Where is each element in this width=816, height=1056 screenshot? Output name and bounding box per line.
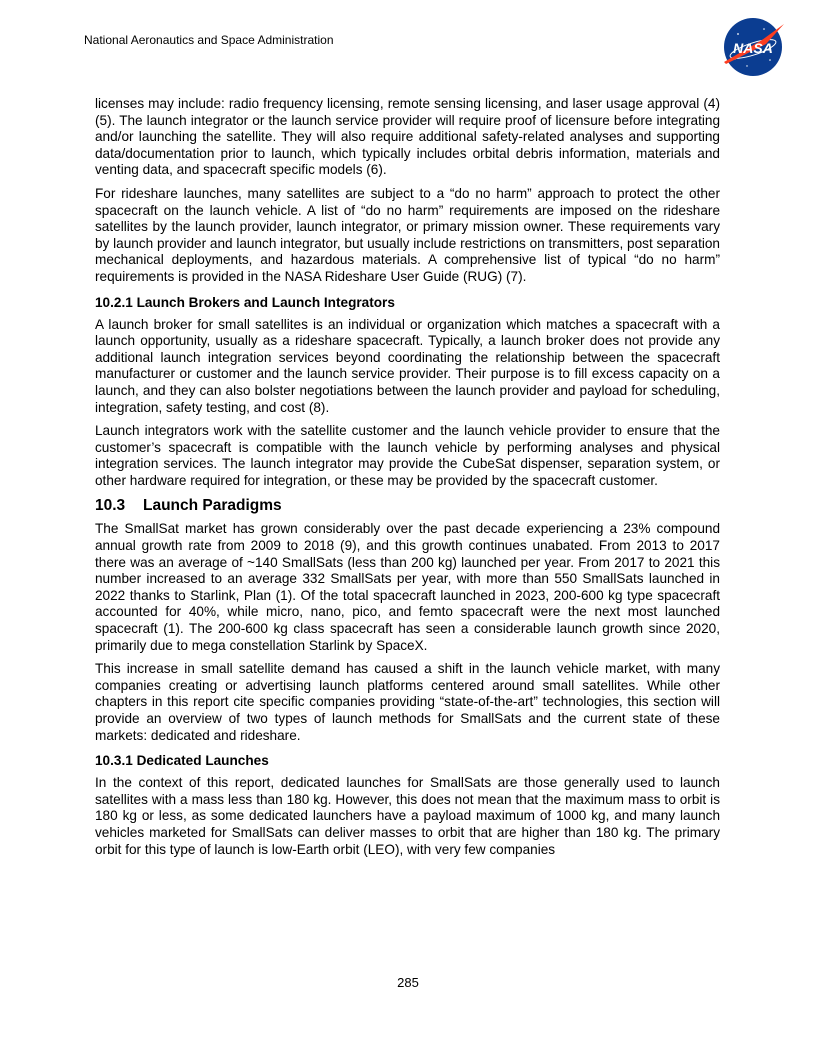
heading-10-3-title: Launch Paradigms (143, 497, 282, 515)
paragraph-launch-integrators: Launch integrators work with the satellite customer and the launch vehicle provider to ensure that the customer’s spacecraft is compatible with the launch vehicle by performing analyses and physical integration services. The launch integrator may provide the CubeSat dispenser, separation system, or other hardware required for integration, or these may be provided by the spacecraft customer. (95, 423, 720, 488)
nasa-logo-icon (718, 16, 788, 78)
paragraph-rideshare-do-no-harm: For rideshare launches, many satellites are subject to a “do no harm” approach to protect the other spacecraft on the launch vehicle. A list of “do no harm” requirements are imposed on the rideshare satellites by the launch provider, launch integrator, or primary mission owner. These requirements vary by launch provider and launch integrator, but usually include restrictions on transmitters, post separation mechanical deployments, and hazardous materials. A comprehensive list of typical “do no harm” requirements is provided in the NASA Rideshare User Guide (RUG) (7). (95, 185, 720, 284)
heading-10-2-1: 10.2.1 Launch Brokers and Launch Integrators (95, 294, 395, 310)
paragraph-licensing: licenses may include: radio frequency licensing, remote sensing licensing, and laser usage approval (4)(5). The launch integrator or the launch service provider will require proof of licensure before integrating and/or launching the satellite. They will also require additional safety-related analyses and supporting data/documentation prior to launch, which typically includes orbital debris information, materials and venting data, and spacecraft specific models (6). (95, 96, 720, 178)
header-agency-name: National Aeronautics and Space Administration (84, 33, 334, 47)
paragraph-smallsat-market: The SmallSat market has grown considerably over the past decade experiencing a 23% compound annual growth rate from 2009 to 2018 (9), and this growth continues unabated. From 2013 to 2017 there was an average of ~140 SmallSats (less than 200 kg) launched per year. From 2017 to 2021 this number increased to an average 332 SmallSats per year, with more than 550 SmallSats launched in 2022 thanks to Starlink, Plan (1). Of the total spacecraft launched in 2023, 200-600 kg type spacecraft accounted for 40%, while micro, nano, pico, and femto spacecraft were the next most launched spacecraft (1). The 200-600 kg class spacecraft has seen a considerable launch growth since 2020, primarily due to mega constellation Starlink by SpaceX. (95, 521, 720, 653)
paragraph-dedicated-launches: In the context of this report, dedicated launches for SmallSats are those generally used to launch satellites with a mass less than 180 kg. However, this does not mean that the maximum mass to orbit is 180 kg or less, as some dedicated launchers have a payload maximum of 1000 kg, and many launch vehicles marketed for SmallSats can deliver masses to orbit that are higher than 180 kg. The primary orbit for this type of launch is low-Earth orbit (LEO), with very few companies (95, 775, 720, 857)
heading-10-3-1: 10.3.1 Dedicated Launches (95, 753, 269, 769)
page-number: 285 (397, 975, 419, 990)
heading-10-3-number: 10.3 (95, 497, 126, 515)
paragraph-demand-shift: This increase in small satellite demand has caused a shift in the launch vehicle market, with many companies creating or advertising launch platforms centered around small satellites. While other chapters in this report cite specific companies providing “state-of-the-art” technologies, this section will provide an overview of two types of launch methods for SmallSats and the current state of these markets: dedicated and rideshare. (95, 661, 720, 743)
paragraph-launch-broker: A launch broker for small satellites is an individual or organization which matches a spacecraft with a launch opportunity, usually as a rideshare spacecraft. Typically, a launch broker does not provide any additional launch integration services beyond coordinating the relationship between the spacecraft manufacturer or customer and the launch service provider. Their purpose is to fill excess capacity on a launch, and they can also bolster negotiations between the launch provider and payload for scheduling, integration, safety testing, and cost (8). (95, 316, 720, 415)
document-body (95, 96, 720, 865)
heading-10-3 (95, 497, 720, 515)
nasa-logo-text: NASA (733, 40, 773, 56)
